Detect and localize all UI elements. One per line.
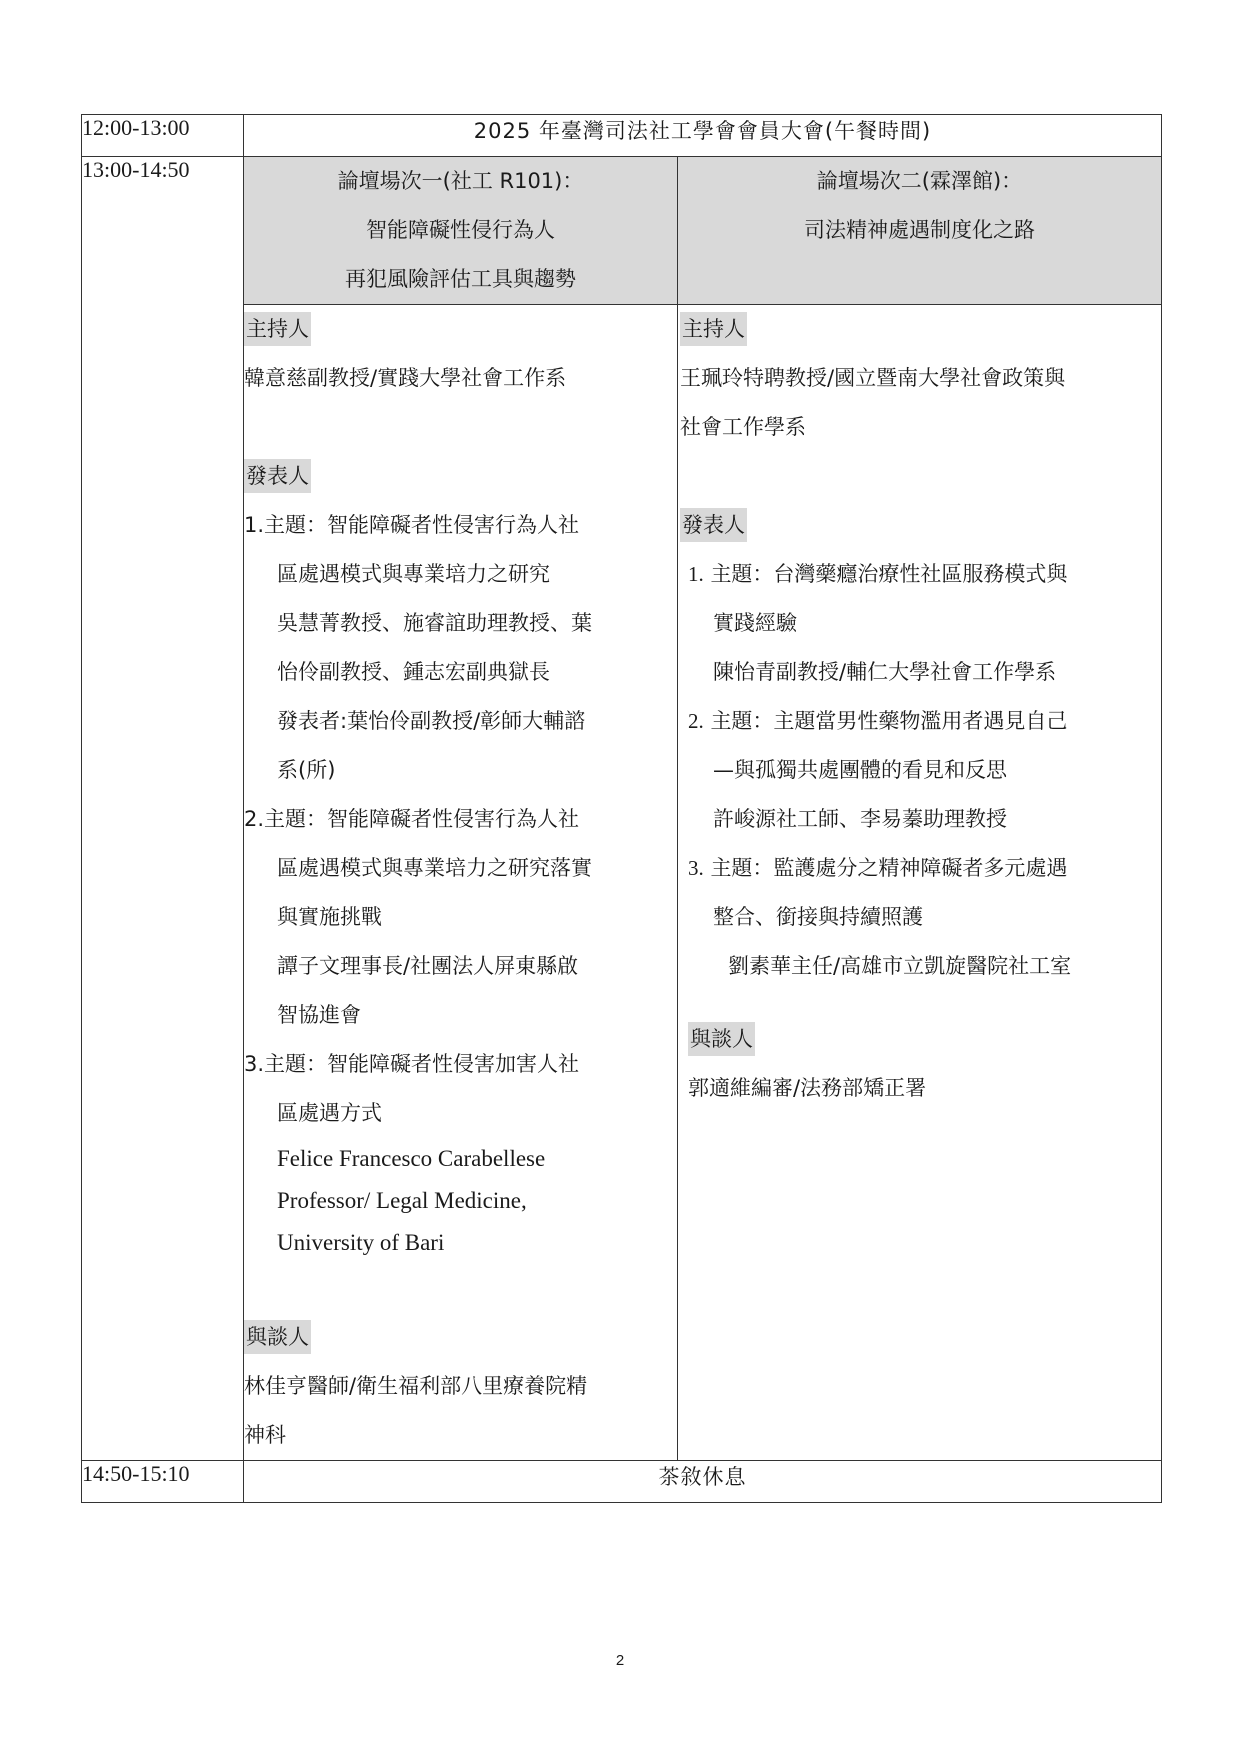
discussant-label: 與談人 xyxy=(244,1320,311,1354)
topic-line: 2.主題：智能障礙者性侵害行為人社 xyxy=(244,807,580,831)
row-forum-body xyxy=(82,305,1162,1461)
presenter-line: Professor/ Legal Medicine, xyxy=(277,1188,527,1213)
presenter-line: 劉素華主任/高雄市立凱旋醫院社工室 xyxy=(728,954,1072,978)
topic-line: 區處遇方式 xyxy=(277,1101,382,1125)
topic-line: 1. 主題：台灣藥癮治療性社區服務模式與 xyxy=(688,562,1068,586)
lunch-title: 2025 年臺灣司法社工學會會員大會(午餐時間) xyxy=(244,115,1162,157)
presenter-line: 譚子文理事長/社團法人屏東縣啟 xyxy=(277,954,579,978)
presenter-line: 發表者:葉怡伶副教授/彰師大輔諮 xyxy=(277,709,586,733)
session1-body xyxy=(244,305,678,1461)
time-cell: 14:50-15:10 xyxy=(82,1461,244,1503)
page-number: 2 xyxy=(615,1652,625,1669)
schedule-table xyxy=(81,114,1162,1503)
session1-subtitle: 智能障礙性侵行為人 xyxy=(366,218,555,242)
presenter-line: 怡伶副教授、鍾志宏副典獄長 xyxy=(277,660,550,684)
session1-heading xyxy=(244,157,678,305)
presenter-label: 發表人 xyxy=(244,459,311,493)
discussant-label: 與談人 xyxy=(688,1022,755,1056)
topic-line: 3.主題：智能障礙者性侵害加害人社 xyxy=(244,1052,580,1076)
session2-subtitle: 司法精神處遇制度化之路 xyxy=(804,218,1035,242)
presenter-line: 許峻源社工師、李易蓁助理教授 xyxy=(713,807,1007,831)
row-break xyxy=(82,1461,1162,1503)
host-label: 主持人 xyxy=(680,312,747,346)
presenter-line: 陳怡青副教授/輔仁大學社會工作學系 xyxy=(713,660,1057,684)
topic-line: 2. 主題：主題當男性藥物濫用者遇見自己 xyxy=(688,709,1068,733)
host-name: 王珮玲特聘教授/國立暨南大學社會政策與 xyxy=(680,366,1066,390)
presenter-line: University of Bari xyxy=(277,1230,445,1255)
presenter-line: 吳慧菁教授、施睿誼助理教授、葉 xyxy=(277,611,592,635)
topic-line: 3. 主題：監護處分之精神障礙者多元處遇 xyxy=(688,856,1068,880)
session1-subtitle: 再犯風險評估工具與趨勢 xyxy=(345,267,576,291)
session2-title: 論壇場次二(霖澤館)： xyxy=(816,169,1023,193)
session2-heading xyxy=(678,157,1162,305)
topic-line: 區處遇模式與專業培力之研究 xyxy=(277,562,550,586)
discussant-line: 郭適維編審/法務部矯正署 xyxy=(688,1076,927,1100)
row-lunch xyxy=(82,115,1162,157)
topic-line: 區處遇模式與專業培力之研究落實 xyxy=(277,856,592,880)
row-forum-head xyxy=(82,157,1162,305)
presenter-line: Felice Francesco Carabellese xyxy=(277,1146,546,1171)
presenter-line: 系(所) xyxy=(277,758,336,782)
time-cell: 12:00-13:00 xyxy=(82,115,244,157)
session1-title: 論壇場次一(社工 R101)： xyxy=(337,169,584,193)
topic-line: 1.主題：智能障礙者性侵害行為人社 xyxy=(244,513,580,537)
presenter-line: 智協進會 xyxy=(277,1003,361,1027)
time-cell: 13:00-14:50 xyxy=(82,157,244,1461)
host-name: 韓意慈副教授/實踐大學社會工作系 xyxy=(244,366,567,390)
topic-line: 整合、銜接與持續照護 xyxy=(713,905,923,929)
topic-line: 實踐經驗 xyxy=(713,611,797,635)
discussant-line: 神科 xyxy=(244,1423,286,1447)
discussant-line: 林佳亨醫師/衛生福利部八里療養院精 xyxy=(244,1374,588,1398)
break-title: 茶敘休息 xyxy=(244,1461,1162,1503)
session2-body xyxy=(678,305,1162,1461)
host-name: 社會工作學系 xyxy=(680,415,806,439)
host-label: 主持人 xyxy=(244,312,311,346)
topic-line: 與實施挑戰 xyxy=(277,905,382,929)
presenter-label: 發表人 xyxy=(680,508,747,542)
topic-line: —與孤獨共處團體的看見和反思 xyxy=(713,758,1007,782)
